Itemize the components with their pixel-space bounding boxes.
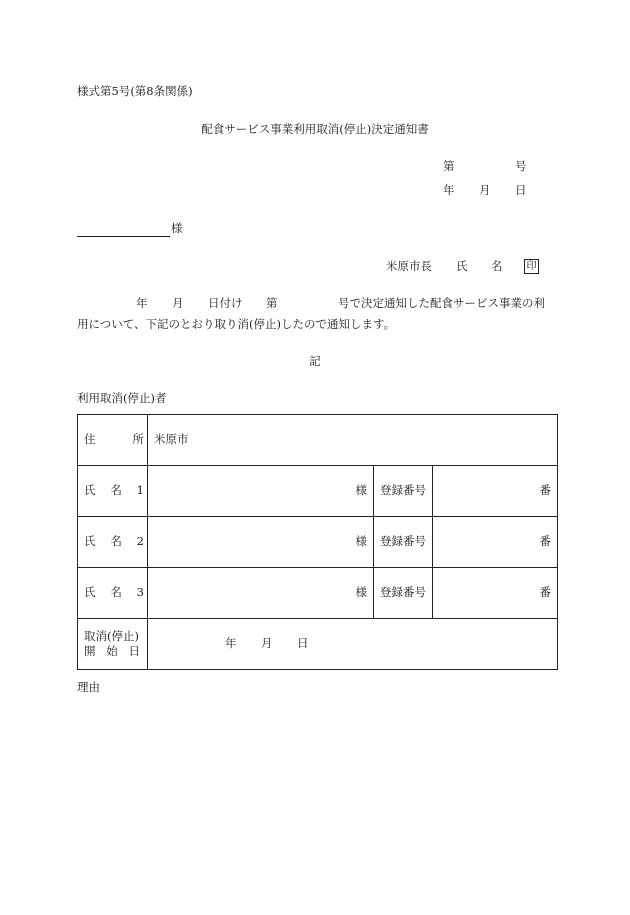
registration-label: 登録番号 <box>374 517 433 568</box>
doc-number-prefix: 第 <box>443 159 455 173</box>
table-row <box>78 466 558 517</box>
reason-label: 理由 <box>77 680 100 694</box>
issue-date-year: 年 <box>443 183 455 197</box>
issue-date-month: 月 <box>479 183 491 197</box>
ki-heading: 記 <box>309 354 321 368</box>
registration-field: 番 <box>433 568 558 619</box>
body-line2: 用について、下記のとおり取り消(停止)したので通知します。 <box>77 317 396 331</box>
body-line1-rest: 号で決定通知した配食サービス事業の利 <box>338 296 545 310</box>
name-label-cell: 氏 名 3 <box>78 568 148 619</box>
table-row <box>78 568 558 619</box>
seal-mark: 印 <box>524 259 539 274</box>
document-title: 配食サービス事業利用取消(停止)決定通知書 <box>201 122 429 136</box>
recipient-table <box>77 414 558 670</box>
addressee-underline <box>77 236 170 237</box>
name-label-cell: 氏 名 2 <box>78 517 148 568</box>
body-year: 年 <box>136 296 148 310</box>
registration-field: 番 <box>433 466 558 517</box>
addressee-honorific: 様 <box>171 221 183 235</box>
registration-field: 番 <box>433 517 558 568</box>
body-no-prefix: 第 <box>266 296 278 310</box>
sender-name-label-2: 名 <box>491 259 503 273</box>
issue-date-day: 日 <box>515 183 527 197</box>
address-value: 米原市 <box>148 415 558 466</box>
name-label-cell: 氏 名 1 <box>78 466 148 517</box>
sender-name-label-1: 氏 <box>456 259 468 273</box>
start-date-value: 年 月 日 <box>148 619 558 670</box>
form-number: 様式第5号(第8条関係) <box>77 84 193 98</box>
name-field: 様 <box>148 517 374 568</box>
address-label-cell: 住 所 <box>78 415 148 466</box>
registration-label: 登録番号 <box>374 466 433 517</box>
section-label: 利用取消(停止)者 <box>77 391 167 405</box>
registration-label: 登録番号 <box>374 568 433 619</box>
body-day: 日付け <box>208 296 243 310</box>
name-field: 様 <box>148 466 374 517</box>
doc-number-suffix: 号 <box>515 159 527 173</box>
name-field: 様 <box>148 568 374 619</box>
body-month: 月 <box>172 296 184 310</box>
address-row <box>78 415 558 466</box>
sender-title: 米原市長 <box>386 259 432 273</box>
table-row <box>78 517 558 568</box>
start-date-row <box>78 619 558 670</box>
start-date-label-cell: 取消(停止) 開 始 日 <box>78 619 148 670</box>
